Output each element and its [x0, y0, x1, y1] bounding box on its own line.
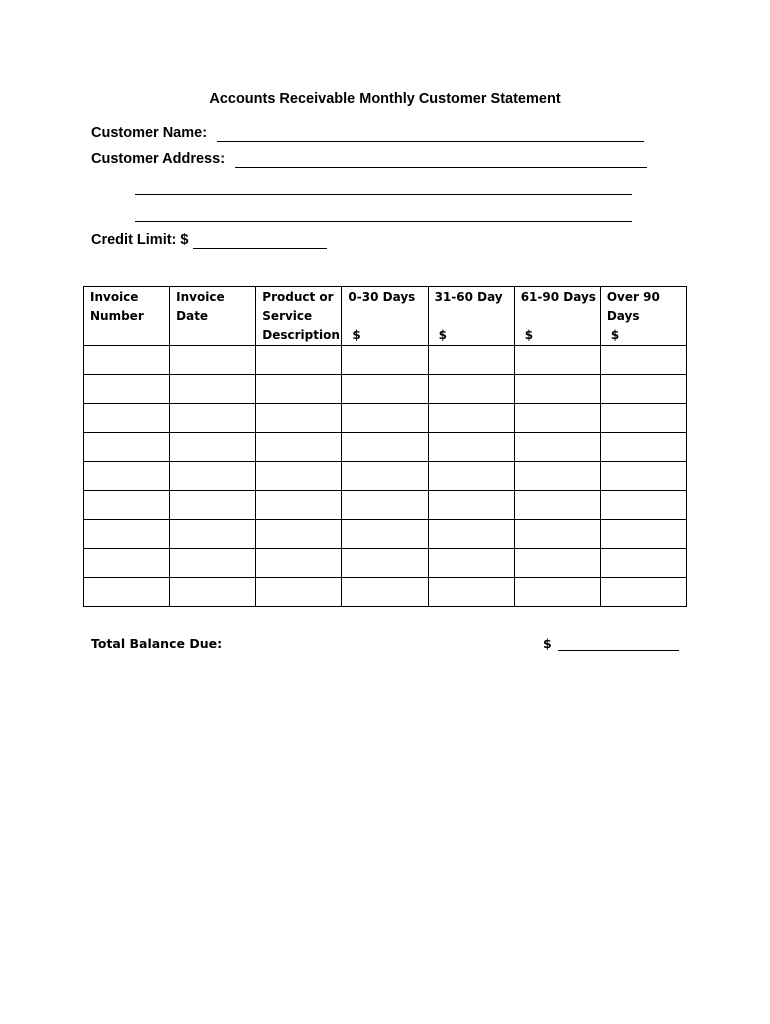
- table-cell[interactable]: [170, 520, 256, 549]
- table-cell[interactable]: [342, 346, 428, 375]
- table-cell[interactable]: [600, 404, 686, 433]
- table-cell[interactable]: [600, 578, 686, 607]
- column-header-line: Invoice: [176, 290, 225, 304]
- column-header: [428, 287, 514, 346]
- column-header-line: [435, 307, 514, 326]
- table-cell[interactable]: [170, 549, 256, 578]
- table-header-row: [84, 287, 687, 346]
- table-cell[interactable]: [84, 520, 170, 549]
- customer-address-label: Customer Address:: [91, 151, 226, 167]
- table-cell[interactable]: [600, 549, 686, 578]
- table-cell[interactable]: [428, 433, 514, 462]
- table-cell[interactable]: [514, 520, 600, 549]
- column-header-line: Number: [90, 309, 144, 323]
- page-title: Accounts Receivable Monthly Customer Statement: [209, 91, 561, 107]
- total-balance-label: Total Balance Due:: [91, 636, 223, 651]
- table-cell[interactable]: [170, 578, 256, 607]
- table-row: [84, 375, 687, 404]
- column-header-line: Invoice: [90, 290, 139, 304]
- customer-name-field[interactable]: [217, 125, 644, 142]
- column-header-line: Description: [262, 328, 340, 342]
- column-header: [342, 287, 428, 346]
- table-cell[interactable]: [256, 375, 342, 404]
- table-cell[interactable]: [514, 549, 600, 578]
- table-cell[interactable]: [256, 404, 342, 433]
- table-row: [84, 578, 687, 607]
- table-cell[interactable]: [84, 375, 170, 404]
- column-header-line: [521, 307, 600, 326]
- column-header-line: Over 90: [606, 290, 660, 304]
- table-cell[interactable]: [256, 578, 342, 607]
- table-cell[interactable]: [84, 491, 170, 520]
- table-row: [84, 346, 687, 375]
- column-header-line: Product or: [262, 290, 334, 304]
- customer-address-field-line1[interactable]: [235, 151, 647, 168]
- table-cell[interactable]: [342, 404, 428, 433]
- column-header-line: 61-90 Days: [520, 290, 596, 304]
- table-cell[interactable]: [342, 433, 428, 462]
- table-cell[interactable]: [600, 346, 686, 375]
- table-cell[interactable]: [600, 491, 686, 520]
- table-cell[interactable]: [342, 462, 428, 491]
- table-cell[interactable]: [170, 404, 256, 433]
- credit-limit-field[interactable]: [193, 232, 327, 249]
- table-row: [84, 491, 687, 520]
- currency-symbol: $: [524, 328, 534, 342]
- table-cell[interactable]: [170, 433, 256, 462]
- column-header-line: 31-60 Day: [434, 290, 503, 304]
- customer-name-label: Customer Name:: [91, 125, 208, 141]
- currency-symbol: $: [438, 328, 447, 342]
- column-header: [514, 287, 600, 346]
- table-row: [84, 404, 687, 433]
- table-cell[interactable]: [170, 375, 256, 404]
- table-cell[interactable]: [428, 491, 514, 520]
- table-cell[interactable]: [342, 549, 428, 578]
- table-cell[interactable]: [514, 433, 600, 462]
- table-cell[interactable]: [342, 520, 428, 549]
- table-cell[interactable]: [256, 433, 342, 462]
- table-cell[interactable]: [428, 375, 514, 404]
- table-cell[interactable]: [84, 346, 170, 375]
- table-cell[interactable]: [84, 433, 170, 462]
- table-cell[interactable]: [600, 375, 686, 404]
- table-cell[interactable]: [84, 404, 170, 433]
- customer-address-field-line3[interactable]: [135, 205, 632, 222]
- table-cell[interactable]: [514, 491, 600, 520]
- table-cell[interactable]: [514, 346, 600, 375]
- table-cell[interactable]: [514, 375, 600, 404]
- table-cell[interactable]: [84, 462, 170, 491]
- table-cell[interactable]: [600, 520, 686, 549]
- column-header-line: [348, 307, 427, 326]
- table-cell[interactable]: [170, 462, 256, 491]
- column-header: [600, 287, 686, 346]
- column-header: [170, 287, 256, 346]
- currency-symbol: $: [352, 328, 361, 342]
- table-cell[interactable]: [342, 578, 428, 607]
- table-cell[interactable]: [600, 462, 686, 491]
- table-cell[interactable]: [256, 491, 342, 520]
- table-cell[interactable]: [170, 491, 256, 520]
- column-header-line: 0-30 Days: [348, 290, 416, 304]
- column-header: [84, 287, 170, 346]
- currency-symbol: $: [610, 328, 620, 342]
- column-header-line: Date: [176, 309, 209, 323]
- table-cell[interactable]: [84, 549, 170, 578]
- column-header-line: Service: [262, 309, 313, 323]
- table-cell[interactable]: [342, 491, 428, 520]
- table-cell[interactable]: [428, 462, 514, 491]
- table-cell[interactable]: [170, 346, 256, 375]
- table-row: [84, 462, 687, 491]
- table-cell[interactable]: [256, 346, 342, 375]
- column-header-line: Days: [606, 309, 640, 323]
- table-cell[interactable]: [428, 578, 514, 607]
- total-balance-field[interactable]: [558, 636, 679, 651]
- table-cell[interactable]: [428, 404, 514, 433]
- table-cell[interactable]: [256, 520, 342, 549]
- table-row: [84, 520, 687, 549]
- table-cell[interactable]: [514, 462, 600, 491]
- table-cell[interactable]: [256, 462, 342, 491]
- table-cell[interactable]: [600, 433, 686, 462]
- customer-address-field-line2[interactable]: [135, 178, 632, 195]
- table-cell[interactable]: [84, 578, 170, 607]
- table-cell[interactable]: [342, 375, 428, 404]
- aging-table: [83, 286, 687, 607]
- table-cell[interactable]: [514, 578, 600, 607]
- table-cell[interactable]: [428, 346, 514, 375]
- table-cell[interactable]: [428, 549, 514, 578]
- table-row: [84, 433, 687, 462]
- table-cell[interactable]: [428, 520, 514, 549]
- table-cell[interactable]: [514, 404, 600, 433]
- column-header: [256, 287, 342, 346]
- credit-limit-label: Credit Limit: $: [91, 232, 189, 248]
- total-currency-symbol: $: [543, 636, 552, 651]
- table-cell[interactable]: [256, 549, 342, 578]
- table-row: [84, 549, 687, 578]
